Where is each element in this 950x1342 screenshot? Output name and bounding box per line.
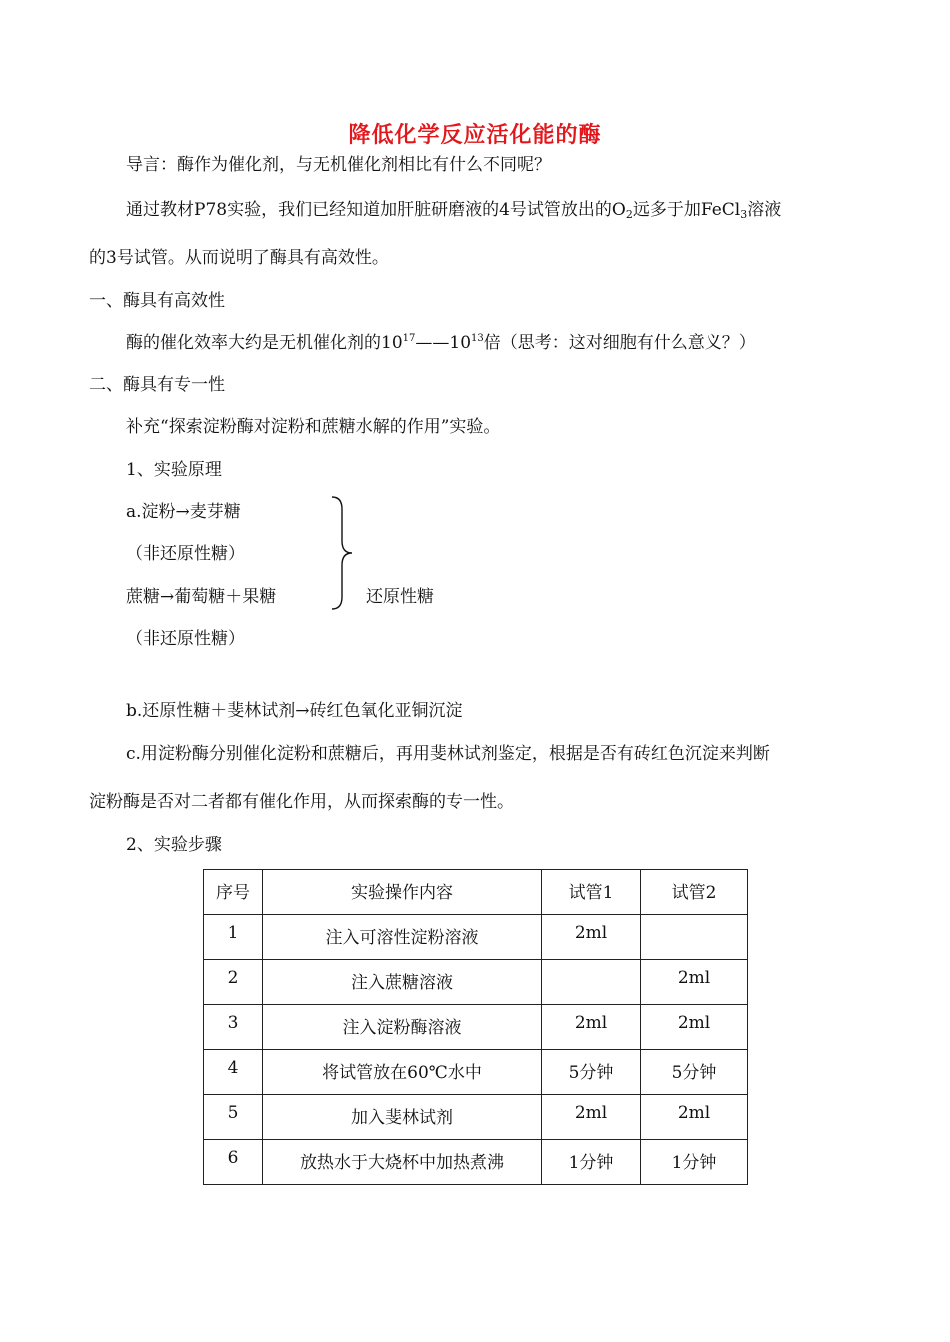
- point-b: b.还原性糖＋斐林试剂→砖红色氧化亚铜沉淀: [126, 701, 463, 721]
- section1-text-a: 酶的催化效率大约是无机催化剂的10: [126, 333, 403, 353]
- table-cell: 4: [204, 1050, 263, 1095]
- table-cell: 注入可溶性淀粉溶液: [263, 915, 542, 960]
- table-row: [204, 915, 748, 960]
- section1-text-c: 倍（思考：这对细胞有什么意义？）: [483, 333, 756, 353]
- table-cell: 3: [204, 1005, 263, 1050]
- principle-heading: 1、实验原理: [126, 460, 222, 480]
- table-row: [204, 960, 748, 1005]
- point-c-cont: 淀粉酶是否对二者都有催化作用，从而探索酶的专一性。: [89, 792, 514, 812]
- table-cell: 将试管放在60℃水中: [263, 1050, 542, 1095]
- para1-line2: 的3号试管。从而说明了酶具有高效性。: [89, 248, 389, 268]
- page-title: 降低化学反应活化能的酶: [348, 123, 602, 148]
- table-cell: 2ml: [641, 1005, 748, 1050]
- table-cell: 5: [204, 1095, 263, 1140]
- para1-part-a: 通过教材P78实验，我们已经知道加肝脏研磨液的4号试管放出的O: [126, 200, 626, 220]
- table-cell: 2: [204, 960, 263, 1005]
- table-cell: 1分钟: [542, 1140, 641, 1185]
- table-header-row: [204, 870, 748, 915]
- table-row: [204, 1050, 748, 1095]
- table-cell: 2ml: [641, 1095, 748, 1140]
- section1-heading: 一、酶具有高效性: [89, 291, 225, 311]
- section2-heading: 二、酶具有专一性: [89, 375, 225, 395]
- curly-brace-icon: [328, 495, 354, 611]
- table-cell: 注入淀粉酶溶液: [263, 1005, 542, 1050]
- table-cell: 加入斐林试剂: [263, 1095, 542, 1140]
- o2-subscript: 2: [625, 208, 633, 221]
- table-cell: 5分钟: [542, 1050, 641, 1095]
- table-cell: 5分钟: [641, 1050, 748, 1095]
- table-cell: 2ml: [542, 1095, 641, 1140]
- exponent-13: 13: [471, 333, 484, 344]
- table-cell: 1分钟: [641, 1140, 748, 1185]
- para1-part-b: 远多于加FeCl: [632, 200, 741, 220]
- section1-text: [126, 331, 756, 355]
- reaction-b-note: （非还原性糖）: [126, 629, 245, 649]
- steps-heading: 2、实验步骤: [126, 835, 222, 855]
- table-cell: 放热水于大烧杯中加热煮沸: [263, 1140, 542, 1185]
- table-row: [204, 1140, 748, 1185]
- brace-label: 还原性糖: [366, 587, 434, 607]
- section1-text-b: ——10: [415, 333, 472, 353]
- table-cell: 注入蔗糖溶液: [263, 960, 542, 1005]
- header-cell: 实验操作内容: [263, 870, 542, 915]
- table-cell: 1: [204, 915, 263, 960]
- reaction-b: 蔗糖→葡萄糖＋果糖: [126, 587, 277, 607]
- header-cell: 序号: [204, 870, 263, 915]
- supplement-text: 补充“探索淀粉酶对淀粉和蔗糖水解的作用”实验。: [126, 417, 501, 437]
- table-cell: 2ml: [641, 960, 748, 1005]
- para1-part-c: 溶液: [747, 200, 782, 220]
- reaction-a-note: （非还原性糖）: [126, 544, 245, 564]
- reaction-a: a.淀粉→麦芽糖: [126, 502, 241, 522]
- table-cell: 6: [204, 1140, 263, 1185]
- steps-table: [203, 869, 748, 1185]
- table-cell: [542, 960, 641, 1005]
- exponent-17: 17: [402, 333, 416, 344]
- header-cell: 试管2: [641, 870, 748, 915]
- table-cell: [641, 915, 748, 960]
- table-row: [204, 1005, 748, 1050]
- table-row: [204, 1095, 748, 1140]
- point-c: c.用淀粉酶分别催化淀粉和蔗糖后，再用斐林试剂鉴定，根据是否有砖红色沉淀来判断: [126, 744, 770, 764]
- para1-line1: [126, 198, 781, 222]
- table-cell: 2ml: [542, 915, 641, 960]
- intro-text: 导言：酶作为催化剂，与无机催化剂相比有什么不同呢？: [126, 155, 551, 175]
- header-cell: 试管1: [542, 870, 641, 915]
- table-cell: 2ml: [542, 1005, 641, 1050]
- fecl3-subscript: 3: [740, 208, 748, 221]
